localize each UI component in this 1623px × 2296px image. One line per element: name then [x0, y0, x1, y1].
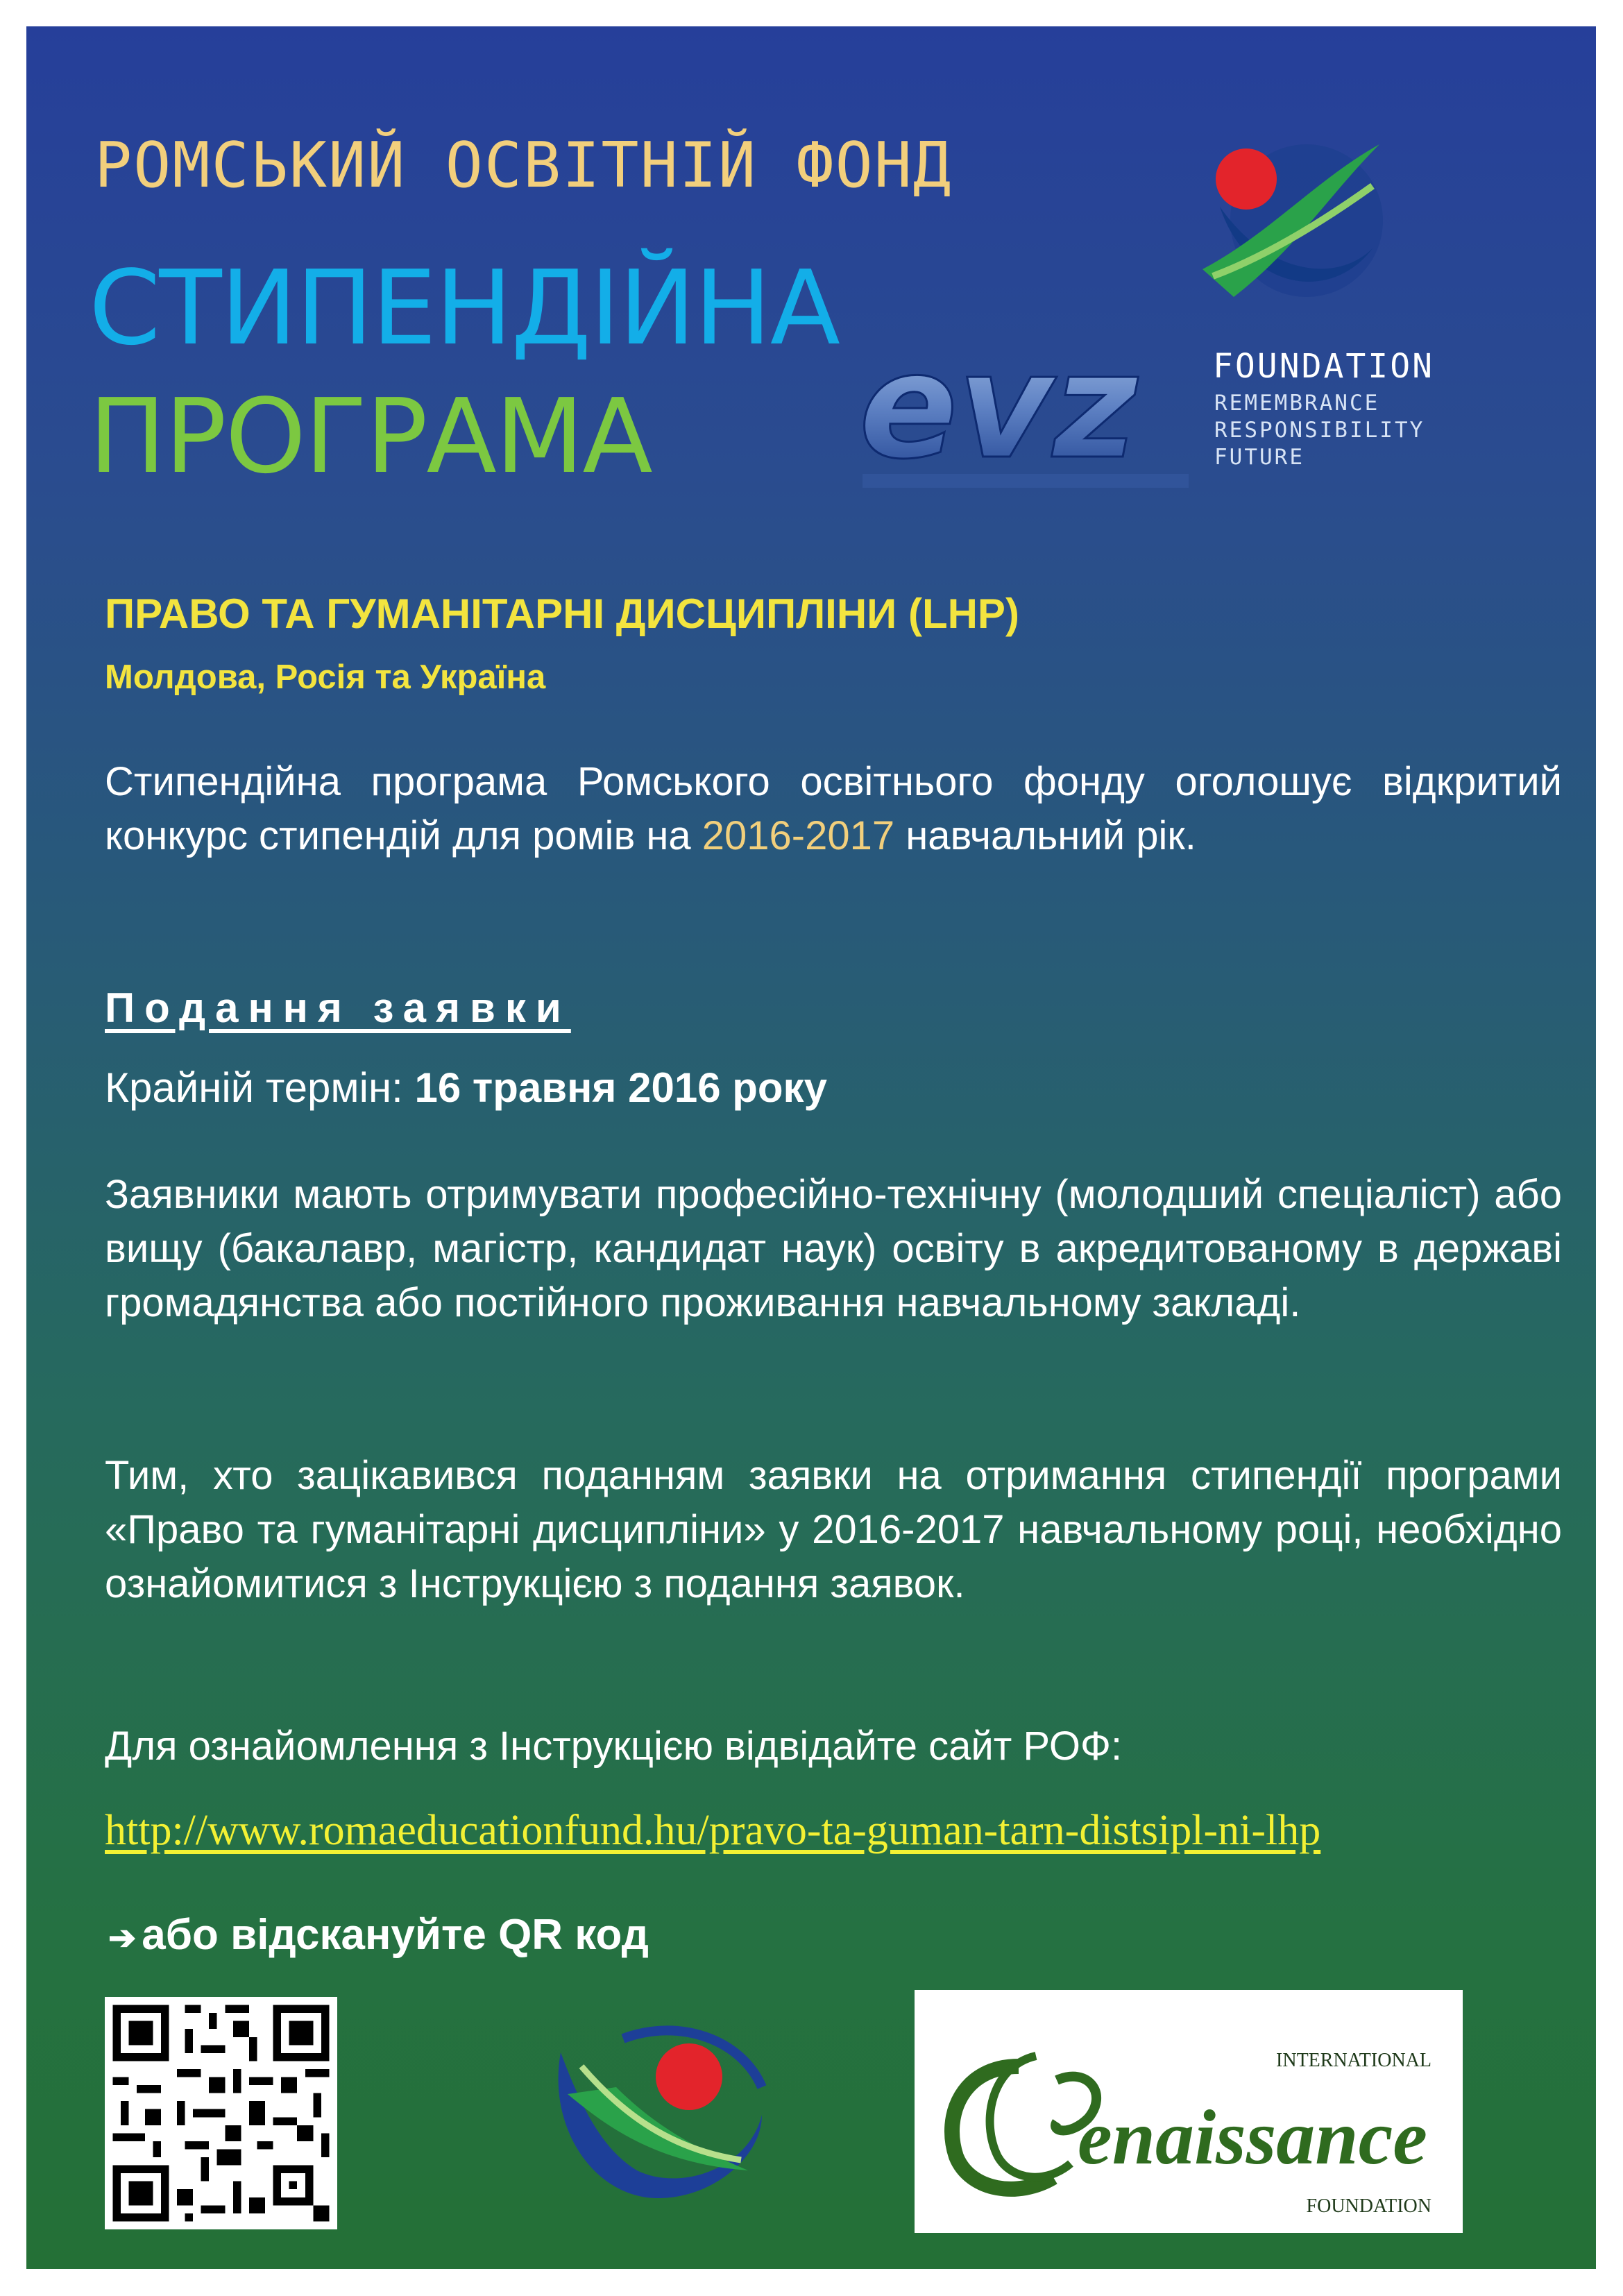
- program-title-line1: СТИПЕНДІЙНА: [89, 248, 840, 368]
- qr-label-text: або відскануйте QR код: [142, 1911, 649, 1959]
- ref-website-link[interactable]: http://www.romaeducationfund.hu/pravo-ta-guman-tarn-distsipl-ni-lhp: [105, 1807, 1321, 1854]
- qr-label: [108, 1910, 649, 1959]
- apply-heading: Подання заявки: [105, 985, 571, 1031]
- instructions-paragraph: Тим, хто зацікавився поданням заявки на отримання стипендії програми «Право та гуманітарні дисципліни» у 2016-2017 навчальному році, необхідно ознайомитися з Інструкцією з подання заявок.: [105, 1453, 1562, 1606]
- program-title-line2: ПРОГРАМА: [89, 377, 652, 496]
- arrow-right-icon: ➔: [108, 1920, 137, 1957]
- intro-paragraph: [105, 755, 1562, 863]
- evz-tagline: [1214, 390, 1425, 471]
- org-title: РОМСЬКИЙ ОСВІТНІЙ ФОНД: [94, 129, 953, 202]
- evz-tagline-future: FUTURE: [1214, 445, 1305, 470]
- qr-code[interactable]: [105, 1997, 337, 2229]
- eligibility-paragraph: Заявники мають отримувати професійно-технічну (молодший спеціаліст) або вищу (бакалавр, магістр, кандидат наук) освіту в акредитованому в державі громадянства або постійного проживання навчальному закладі.: [105, 1172, 1562, 1325]
- renaissance-logo: [915, 1990, 1463, 2233]
- evz-wordmark: evz: [859, 321, 1138, 491]
- ref-logo-top: [1164, 130, 1393, 339]
- intro-text: Стипендійна програма Ромського освітнього фонду оголошує відкритий конкурс стипендій для ромів на: [105, 759, 1562, 858]
- section-title: ПРАВО ТА ГУМАНІТАРНІ ДИСЦИПЛІНИ (LHP): [105, 590, 1019, 637]
- visit-site-text: Для ознайомлення з Інструкцією відвідайте сайт РОФ:: [105, 1724, 1123, 1769]
- evz-tagline-responsibility: RESPONSIBILITY: [1214, 418, 1425, 443]
- intro-year: 2016-2017: [702, 813, 895, 858]
- poster-background: [26, 26, 1596, 2269]
- evz-foundation-label: FOUNDATION: [1213, 347, 1434, 386]
- evz-tagline-remembrance: REMEMBRANCE: [1214, 391, 1380, 416]
- renaissance-international: INTERNATIONAL: [1276, 2050, 1431, 2071]
- deadline: [105, 1064, 827, 1112]
- renaissance-wordmark: enaissance: [1078, 2095, 1427, 2181]
- deadline-label: Крайній термін:: [105, 1064, 403, 1111]
- section-subtitle: Молдова, Росія та Україна: [105, 658, 546, 696]
- intro-text-end: навчальний рік.: [906, 813, 1196, 858]
- renaissance-logo-graphic: [915, 1990, 1463, 2233]
- ref-logo-bottom: [540, 2011, 776, 2219]
- deadline-value: 16 травня 2016 року: [414, 1064, 827, 1111]
- renaissance-foundation: FOUNDATION: [1306, 2195, 1431, 2217]
